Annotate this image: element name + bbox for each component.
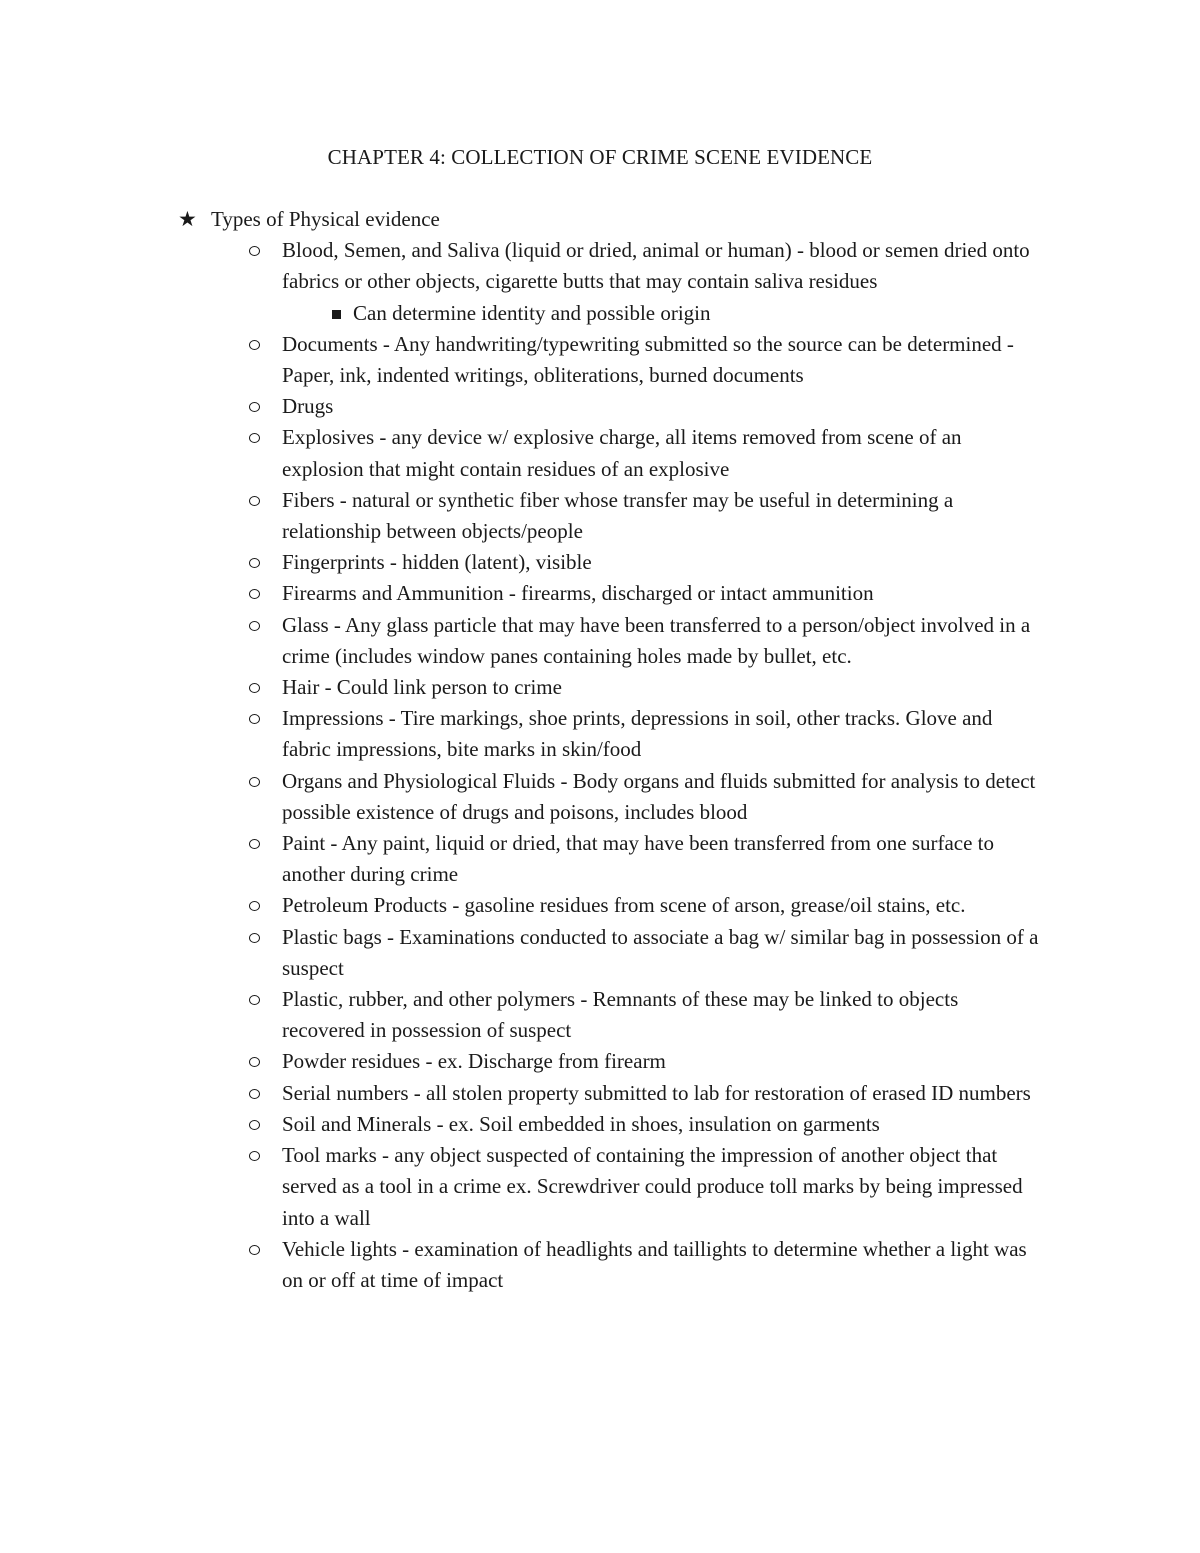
list-item bbox=[249, 766, 1039, 828]
sub-list-item-text: Can determine identity and possible origin bbox=[353, 300, 711, 325]
list-item-text: Powder residues - ex. Discharge from firearm bbox=[282, 1049, 666, 1074]
star-icon: ★ bbox=[178, 207, 197, 231]
hollow-circle-bullet-icon bbox=[249, 496, 260, 506]
list-item bbox=[249, 422, 1039, 484]
list-item-text: Blood, Semen, and Saliva (liquid or dried, animal or human) - blood or semen dried onto fabrics or other objects, cigarette butts that may contain saliva residues bbox=[282, 238, 1030, 294]
evidence-section bbox=[178, 204, 1078, 1296]
list-item bbox=[249, 1109, 1039, 1140]
square-bullet-icon bbox=[332, 310, 341, 319]
list-item bbox=[249, 547, 1039, 578]
hollow-circle-bullet-icon bbox=[249, 1151, 260, 1161]
list-item-text: Petroleum Products - gasoline residues from scene of arson, grease/oil stains, etc. bbox=[282, 893, 966, 918]
list-item bbox=[249, 610, 1039, 672]
list-item bbox=[249, 391, 1039, 422]
list-item bbox=[249, 329, 1039, 391]
list-item-text: Explosives - any device w/ explosive charge, all items removed from scene of an explosion that might contain residues of an explosive bbox=[282, 425, 962, 481]
list-item-text: Firearms and Ammunition - firearms, discharged or intact ammunition bbox=[282, 581, 874, 606]
hollow-circle-bullet-icon bbox=[249, 995, 260, 1005]
list-item bbox=[249, 890, 1039, 921]
list-item bbox=[249, 828, 1039, 890]
list-item bbox=[249, 672, 1039, 703]
list-item bbox=[249, 235, 1039, 329]
page-title: CHAPTER 4: COLLECTION OF CRIME SCENE EVIDENCE bbox=[327, 145, 873, 169]
list-item-text: Serial numbers - all stolen property submitted to lab for restoration of erased ID numbers bbox=[282, 1080, 1031, 1105]
list-item-text: Drugs bbox=[282, 394, 334, 419]
list-item bbox=[249, 984, 1039, 1046]
list-item-text: Organs and Physiological Fluids - Body organs and fluids submitted for analysis to detect possible existence of drugs and poisons, includes blood bbox=[282, 768, 1036, 824]
list-item bbox=[249, 1140, 1039, 1234]
hollow-circle-bullet-icon bbox=[249, 1089, 260, 1099]
hollow-circle-bullet-icon bbox=[249, 714, 260, 724]
hollow-circle-bullet-icon bbox=[249, 777, 260, 787]
list-item bbox=[249, 1078, 1039, 1109]
list-item bbox=[249, 1046, 1039, 1077]
list-item bbox=[249, 1234, 1039, 1296]
section-heading-row bbox=[178, 204, 1078, 235]
list-item-text: Documents - Any handwriting/typewriting submitted so the source can be determined - Paper, ink, indented writings, obliterations, burned documents bbox=[282, 331, 1014, 388]
hollow-circle-bullet-icon bbox=[249, 1120, 260, 1130]
list-item-text: Vehicle lights - examination of headlights and taillights to determine whether a light was on or off at time of impact bbox=[282, 1236, 1027, 1292]
list-item bbox=[249, 578, 1039, 609]
list-item bbox=[249, 922, 1039, 984]
evidence-list bbox=[249, 235, 1039, 1296]
list-item-text: Plastic, rubber, and other polymers - Remnants of these may be linked to objects recovered in possession of suspect bbox=[282, 987, 959, 1043]
list-item-text: Paint - Any paint, liquid or dried, that may have been transferred from one surface to another during crime bbox=[282, 831, 995, 887]
hollow-circle-bullet-icon bbox=[249, 402, 260, 412]
list-item-text: Glass - Any glass particle that may have been transferred to a person/object involved in a crime (includes window panes containing holes made by bullet, etc. bbox=[282, 612, 1031, 668]
hollow-circle-bullet-icon bbox=[249, 1245, 260, 1255]
hollow-circle-bullet-icon bbox=[249, 621, 260, 631]
list-item-text: Fingerprints - hidden (latent), visible bbox=[282, 550, 592, 575]
list-item-text: Hair - Could link person to crime bbox=[282, 675, 562, 700]
list-item bbox=[249, 703, 1039, 765]
hollow-circle-bullet-icon bbox=[249, 433, 260, 443]
hollow-circle-bullet-icon bbox=[249, 839, 260, 849]
hollow-circle-bullet-icon bbox=[249, 1057, 260, 1067]
list-item-text: Soil and Minerals - ex. Soil embedded in shoes, insulation on garments bbox=[282, 1111, 880, 1136]
hollow-circle-bullet-icon bbox=[249, 558, 260, 568]
hollow-circle-bullet-icon bbox=[249, 901, 260, 911]
list-item-text: Plastic bags - Examinations conducted to associate a bag w/ similar bag in possession of a suspect bbox=[282, 924, 1039, 980]
hollow-circle-bullet-icon bbox=[249, 933, 260, 943]
hollow-circle-bullet-icon bbox=[249, 589, 260, 599]
list-item-text: Fibers - natural or synthetic fiber whose transfer may be useful in determining a relationship between objects/people bbox=[282, 487, 954, 544]
list-item-text: Tool marks - any object suspected of containing the impression of another object that served as a tool in a crime ex. Screwdriver could produce toll marks by being impressed into a wall bbox=[282, 1143, 1023, 1230]
hollow-circle-bullet-icon bbox=[249, 683, 260, 693]
list-item bbox=[249, 485, 1039, 547]
list-item-text: Impressions - Tire markings, shoe prints, depressions in soil, other tracks. Glove and fabric impressions, bite marks in skin/food bbox=[282, 706, 993, 762]
section-heading: Types of Physical evidence bbox=[211, 207, 440, 231]
sub-list-item bbox=[282, 298, 1039, 329]
hollow-circle-bullet-icon bbox=[249, 340, 260, 350]
hollow-circle-bullet-icon bbox=[249, 246, 260, 256]
